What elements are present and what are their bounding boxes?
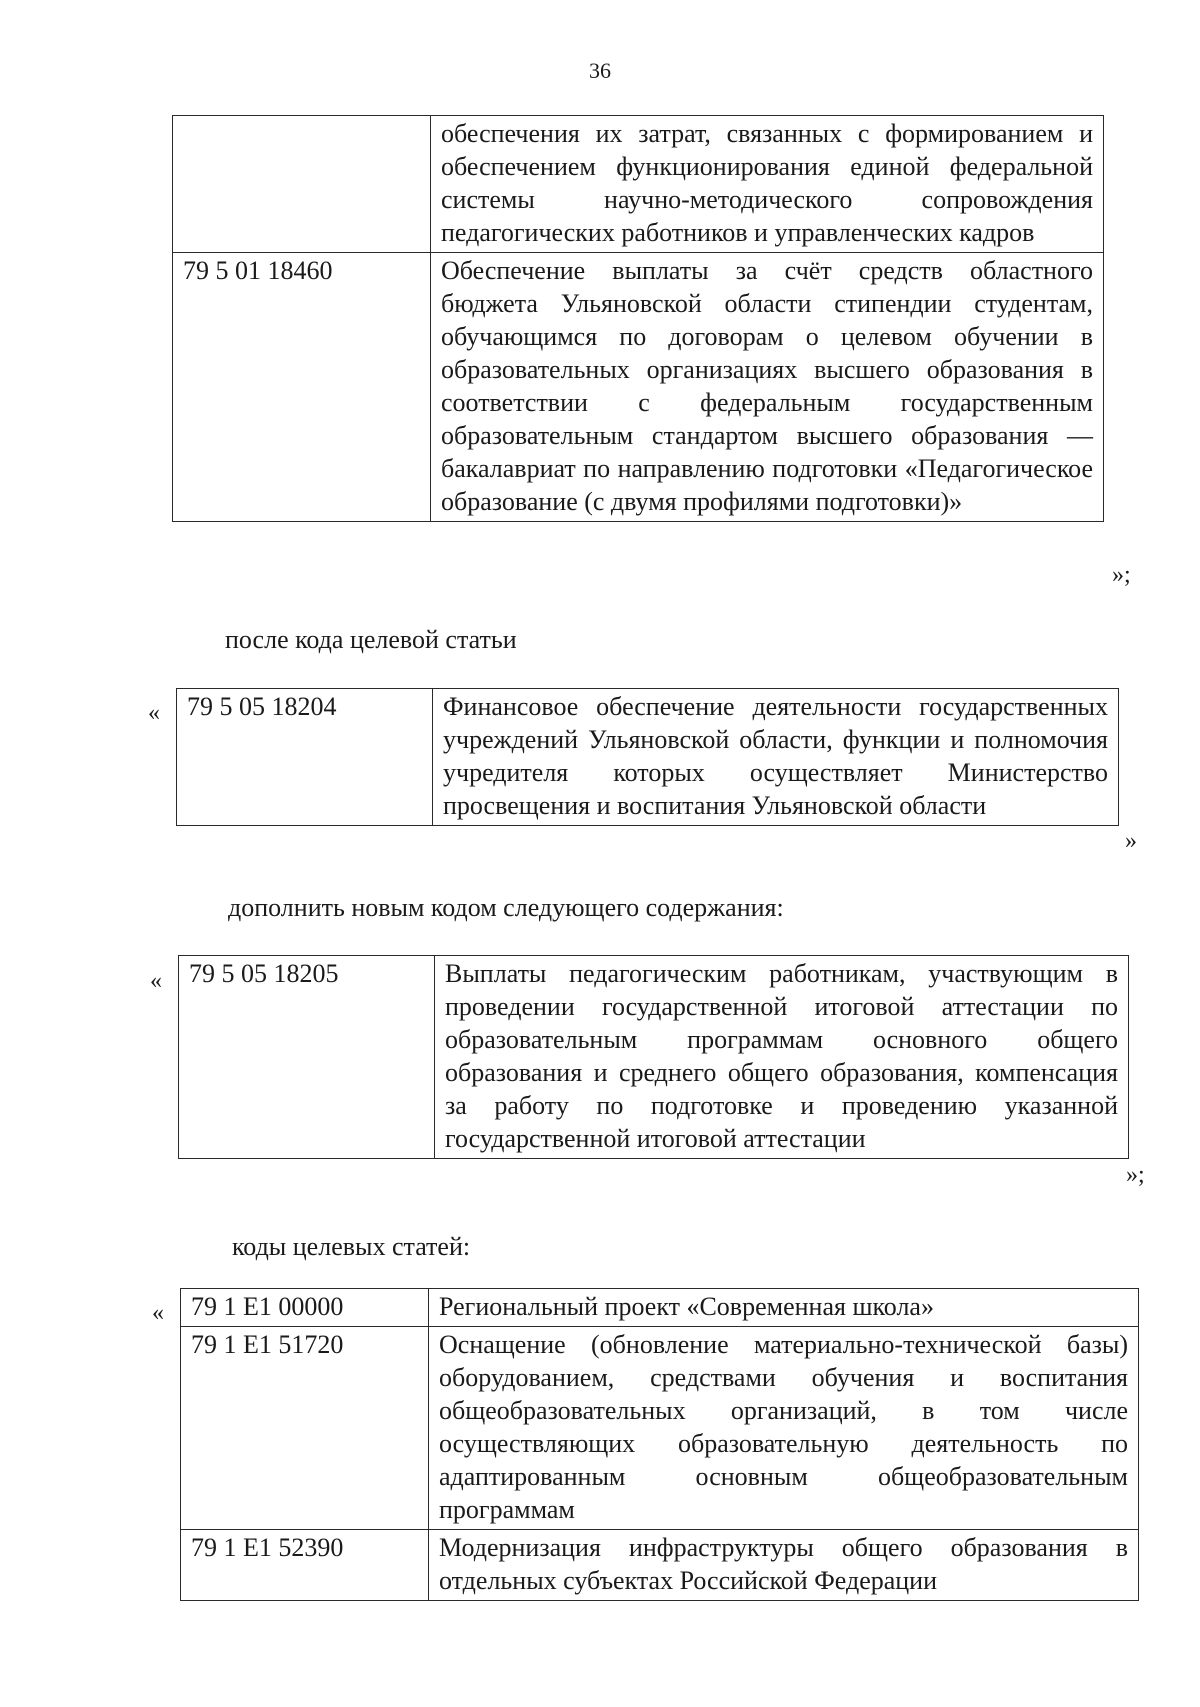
target-description: Модернизация инфраструктуры общего образования в отдельных субъектах Российской Федерации xyxy=(429,1530,1139,1601)
target-code: 79 5 01 18460 xyxy=(173,253,431,522)
target-code: 79 1 E1 51720 xyxy=(181,1327,429,1530)
codes-table xyxy=(176,688,1119,826)
instruction-codes: коды целевых статей: xyxy=(232,1232,471,1261)
target-description: Оснащение (обновление материально-технической базы) оборудованием, средствами обучения и воспитания общеобразовательных организаций, в том числе осуществляющих образовательную деятельность по адаптированным основным общеобразовательным программам xyxy=(429,1327,1139,1530)
page-number: 36 xyxy=(589,58,611,83)
codes-table-after xyxy=(176,688,1119,826)
target-description: Выплаты педагогическим работникам, участвующим в проведении государственной итоговой аттестации по образовательным программам основного общего образования и среднего общего образования, компенсация за работу по подготовке и проведению указанной государственной итоговой аттестации xyxy=(435,956,1129,1159)
table-row xyxy=(181,1530,1139,1601)
target-description: Финансовое обеспечение деятельности государственных учреждений Ульяновской области, функции и полномочия учредителя которых осуществляет Министерство просвещения и воспитания Ульяновской области xyxy=(433,689,1119,826)
codes-table xyxy=(180,1288,1139,1601)
target-code xyxy=(173,116,431,253)
target-code: 79 5 05 18204 xyxy=(177,689,433,826)
opening-quote: « xyxy=(148,700,160,726)
table-row xyxy=(181,1327,1139,1530)
target-code: 79 5 05 18205 xyxy=(179,956,435,1159)
codes-table xyxy=(172,115,1104,522)
table-row xyxy=(173,116,1104,253)
instruction-add-code: дополнить новым кодом следующего содержания: xyxy=(228,893,784,922)
codes-table-continuation xyxy=(172,115,1104,522)
closing-quote: » xyxy=(1125,828,1137,854)
target-code: 79 1 E1 00000 xyxy=(181,1289,429,1327)
target-description: обеспечения их затрат, связанных с формированием и обеспечением функционирования единой федеральной системы научно-методического сопровождения педагогических работников и управленческих кадров xyxy=(431,116,1104,253)
target-description: Обеспечение выплаты за счёт средств областного бюджета Ульяновской области стипендии студентам, обучающимся по договорам о целевом обучении в образовательных организациях высшего образования в соответствии с федеральным государственным образовательным стандартом высшего образования — бакалавриат по направлению подготовки «Педагогическое образование (с двумя профилями подготовки)» xyxy=(431,253,1104,522)
opening-quote: « xyxy=(150,968,162,994)
closing-quote: »; xyxy=(1126,1162,1145,1188)
codes-table-new xyxy=(178,955,1129,1159)
target-code: 79 1 E1 52390 xyxy=(181,1530,429,1601)
table-row xyxy=(179,956,1129,1159)
target-description: Региональный проект «Современная школа» xyxy=(429,1289,1139,1327)
opening-quote: « xyxy=(152,1300,164,1326)
table-row xyxy=(177,689,1119,826)
table-row xyxy=(173,253,1104,522)
codes-table-codes xyxy=(180,1288,1139,1601)
table-row xyxy=(181,1289,1139,1327)
codes-table xyxy=(178,955,1129,1159)
instruction-after-code: после кода целевой статьи xyxy=(225,625,517,654)
closing-quote: »; xyxy=(1112,562,1131,588)
